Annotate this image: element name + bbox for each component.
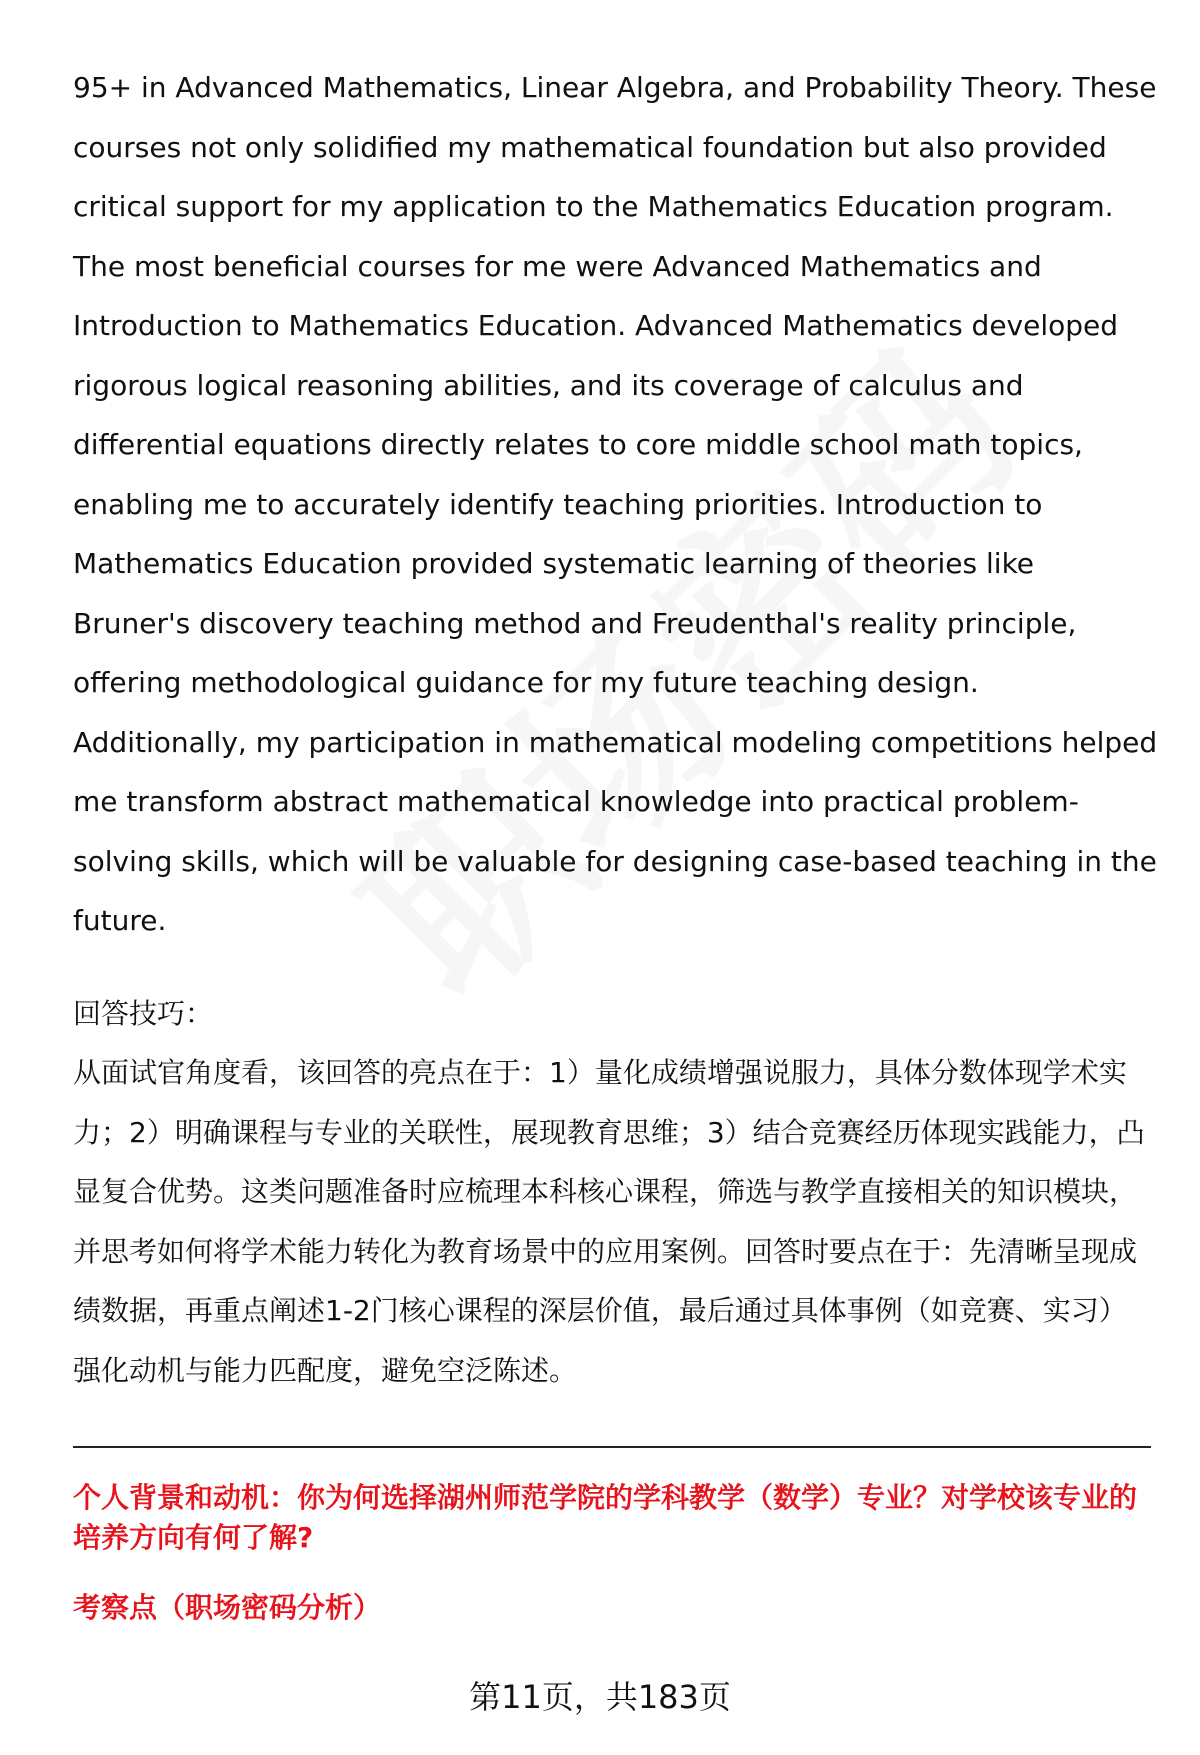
answer-paragraph: 95+ in Advanced Mathematics, Linear Algebra, and Probability Theory. These courses not only solidified my mathematical foundation but also provided critical support for my application to the Mathematics Education program. The most beneficial courses for me were Advanced Mathematics and Introduction to Mathematics Education. Advanced Mathematics developed rigorous logical reasoning abilities, and its coverage of calculus and differential equations directly relates to core middle school math topics, enabling me to accurately identify teaching priorities. Introduction to Mathematics Education provided systematic learning of theories like Bruner's discovery teaching method and Freudenthal's reality principle, offering methodological guidance for my future teaching design. Additionally, my participation in mathematical modeling competitions helped me transform abstract mathematical knowledge into practical problem-solving skills, which will be valuable for designing case-based teaching in the future.	[73, 71, 1158, 937]
page-number: 第11页，共183页	[469, 1678, 731, 1716]
divider	[73, 1446, 1151, 1448]
tips-paragraph: 从面试官角度看，该回答的亮点在于：1）量化成绩增强说服力，具体分数体现学术实力；2）明确课程与专业的关联性，展现教育思维；3）结合竞赛经历体现实践能力，凸显复合优势。这类问题准备时应梳理本科核心课程，筛选与教学直接相关的知识模块，并思考如何将学术能力转化为教育场景中的应用案例。回答时要点在于：先清晰呈现成绩数据，再重点阐述1-2门核心课程的深层价值，最后通过具体事例（如竞赛、实习）强化动机与能力匹配度，避免空泛陈述。	[73, 1056, 1145, 1387]
tips-label: 回答技巧：	[73, 997, 214, 1030]
question-heading: 个人背景和动机：你为何选择湖州师范学院的学科教学（数学）专业？对学校该专业的培养方向有何了解?	[73, 1481, 1138, 1554]
key-points-heading: 考察点（职场密码分析）	[73, 1591, 382, 1624]
